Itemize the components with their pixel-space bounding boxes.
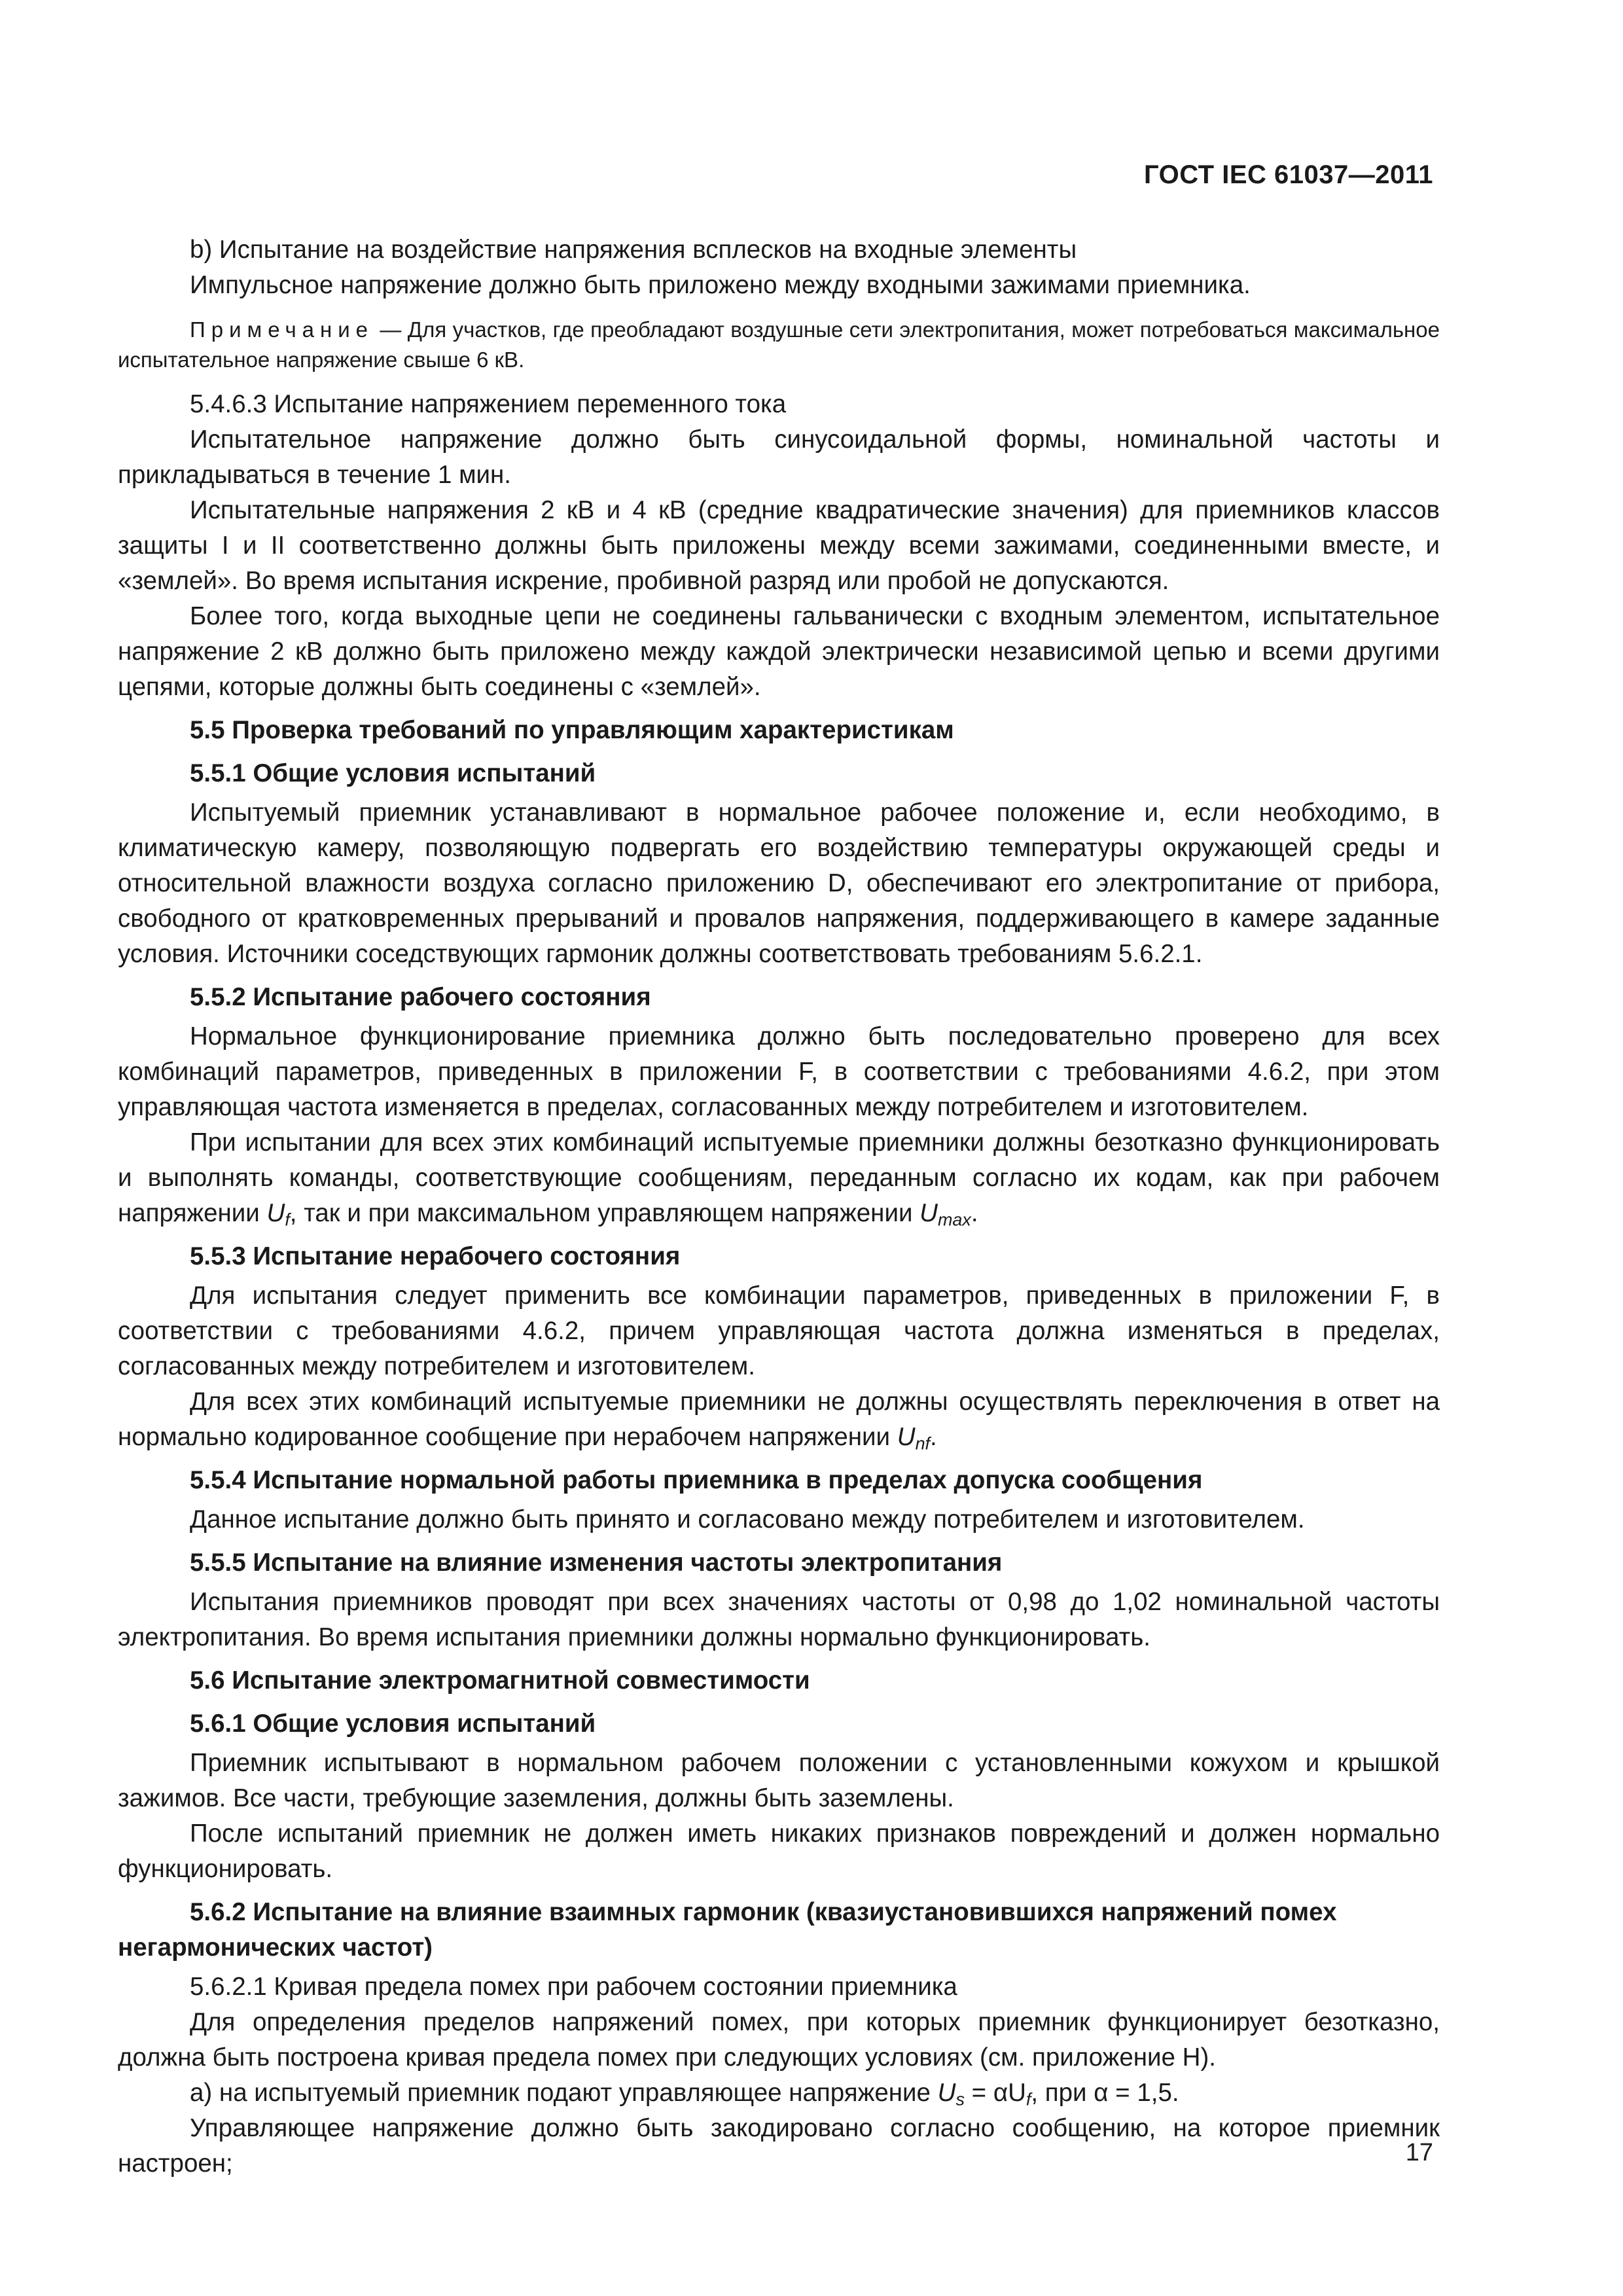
subscript-f: f	[285, 1210, 290, 1230]
item-b-text: Импульсное напряжение должно быть приложено между входными зажимами приемника.	[190, 271, 1251, 299]
text-run: = αU	[964, 2079, 1026, 2107]
page-number: 17	[1405, 2139, 1433, 2166]
section-5-6-2-1-paragraph-2: Управляющее напряжение должно быть закодировано согласно сообщению, на которое приемник настроен;	[118, 2114, 1440, 2178]
text-run: .	[930, 1423, 937, 1451]
symbol-u: U	[919, 1199, 938, 1227]
section-5-6-2-1-title: 5.6.2.1 Кривая предела помех при рабочем состоянии приемника	[190, 1973, 957, 2001]
section-5-5-4-title: 5.5.4 Испытание нормальной работы приемника в пределах допуска сообщения	[190, 1466, 1203, 1494]
section-5-6-1-title: 5.6.1 Общие условия испытаний	[190, 1710, 596, 1738]
standard-header: ГОСТ IEC 61037—2011	[1144, 160, 1433, 189]
section-5-5-2-paragraph-1: Нормальное функционирование приемника должно быть последовательно проверено для всех комбинаций параметров, приведенных в приложении F, в соответствии с требованиями 4.6.2, при этом управляющая частота изменяется в пределах, согласованных между потребителем и изготовителем.	[118, 1022, 1440, 1121]
section-5-4-6-3-paragraph-1: Испытательное напряжение должно быть синусоидальной формы, номинальной частоты и прикладываться в течение 1 мин.	[118, 425, 1440, 489]
section-5-5-title: 5.5 Проверка требований по управляющим характеристикам	[190, 716, 954, 744]
section-5-5-3-paragraph-2	[118, 1384, 1440, 1455]
text-run: .	[971, 1199, 978, 1227]
section-5-5-2-title: 5.5.2 Испытание рабочего состояния	[190, 983, 651, 1011]
section-5-5-5-title: 5.5.5 Испытание на влияние изменения частоты электропитания	[190, 1549, 1003, 1577]
section-5-6-2-1-paragraph-1: Для определения пределов напряжений помех, при которых приемник функционирует безотказно, должна быть построена кривая предела помех при следующих условиях (см. приложение H).	[118, 2008, 1440, 2072]
symbol-u: U	[937, 2079, 956, 2107]
text-run: При испытании для всех этих комбинаций испытуемые приемники должны безотказно функционировать и выполнять команды, соответствующие сообщениям, переданным согласно их кодам, как при рабочем напряжении	[118, 1128, 1440, 1227]
subscript-max: max	[937, 1210, 971, 1230]
section-5-4-6-3-paragraph-3: Более того, когда выходные цепи не соединены гальванически с входным элементом, испытательное напряжение 2 кВ должно быть приложено между каждой электрически независимой цепью и всеми другими цепями, которые должны быть соединены с «землей».	[118, 602, 1440, 701]
symbol-u: U	[897, 1423, 916, 1451]
text-run: , при α = 1,5.	[1031, 2079, 1179, 2107]
section-5-5-1-paragraph: Испытуемый приемник устанавливают в нормальное рабочее положение и, если необходимо, в климатическую камеру, позволяющую подвергать его воздействию температуры окружающей среды и относительной влажности воздуха согласно приложению D, обеспечивают его электропитание от прибора, свободного от кратковременных прерываний и провалов напряжения, поддерживающего в камере заданные условия. Источники соседствующих гармоник должны соответствовать требованиям 5.6.2.1.	[118, 798, 1440, 968]
section-5-5-5-paragraph: Испытания приемников проводят при всех значениях частоты от 0,98 до 1,02 номинальной частоты электропитания. Во время испытания приемники должны нормально функционировать.	[118, 1588, 1440, 1651]
subscript-s: s	[955, 2089, 965, 2109]
section-5-5-4-paragraph: Данное испытание должно быть принято и согласовано между потребителем и изготовителем.	[190, 1505, 1305, 1534]
text-run: Для всех этих комбинаций испытуемые приемники не должны осуществлять переключения в ответ на нормально кодированное сообщение при нерабочем напряжении	[118, 1388, 1440, 1451]
subscript-nf: nf	[915, 1433, 931, 1454]
page-content	[118, 232, 1440, 2181]
section-5-6-title: 5.6 Испытание электромагнитной совместимости	[190, 1666, 810, 1695]
section-5-6-1-paragraph-2: После испытаний приемник не должен иметь никаких признаков повреждений и должен нормально функционировать.	[118, 1820, 1440, 1883]
note	[118, 315, 1440, 375]
section-5-5-1-title: 5.5.1 Общие условия испытаний	[190, 759, 596, 787]
section-5-5-3-title: 5.5.3 Испытание нерабочего состояния	[190, 1242, 681, 1270]
section-5-6-2-title: 5.6.2 Испытание на влияние взаимных гармоник (квазиустановившихся напряжений помех негармонических частот)	[118, 1898, 1337, 1962]
subscript-f: f	[1026, 2089, 1031, 2109]
text-run: a) на испытуемый приемник подают управляющее напряжение	[190, 2079, 938, 2107]
note-text: — Для участков, где преобладают воздушные сети электропитания, может потребоваться максимальное испытательное напряжение свыше 6 кВ.	[118, 317, 1440, 372]
symbol-u: U	[266, 1199, 285, 1227]
item-b-title: b) Испытание на воздействие напряжения всплесков на входные элементы	[190, 236, 1077, 264]
section-5-6-1-paragraph-1: Приемник испытывают в нормальном рабочем положении с установленными кожухом и крышкой зажимов. Все части, требующие заземления, должны быть заземлены.	[118, 1749, 1440, 1812]
text-run: , так и при максимальном управляющем напряжении	[289, 1199, 920, 1227]
note-label: Примечание	[190, 317, 374, 342]
section-5-5-2-paragraph-2	[118, 1125, 1440, 1231]
section-5-5-3-paragraph-1: Для испытания следует применить все комбинации параметров, приведенных в приложении F, в соответствии с требованиями 4.6.2, причем управляющая частота должна изменяться в пределах, согласованных между потребителем и изготовителем.	[118, 1282, 1440, 1380]
section-5-4-6-3-paragraph-2: Испытательные напряжения 2 кВ и 4 кВ (средние квадратические значения) для приемников классов защиты I и II соответственно должны быть приложены между всеми зажимами, соединенными вместе, и «землей». Во время испытания искрение, пробивной разряд или пробой не допускаются.	[118, 496, 1440, 595]
section-5-6-2-1-item-a	[118, 2075, 1440, 2111]
section-5-4-6-3-title: 5.4.6.3 Испытание напряжением переменного тока	[190, 390, 787, 418]
